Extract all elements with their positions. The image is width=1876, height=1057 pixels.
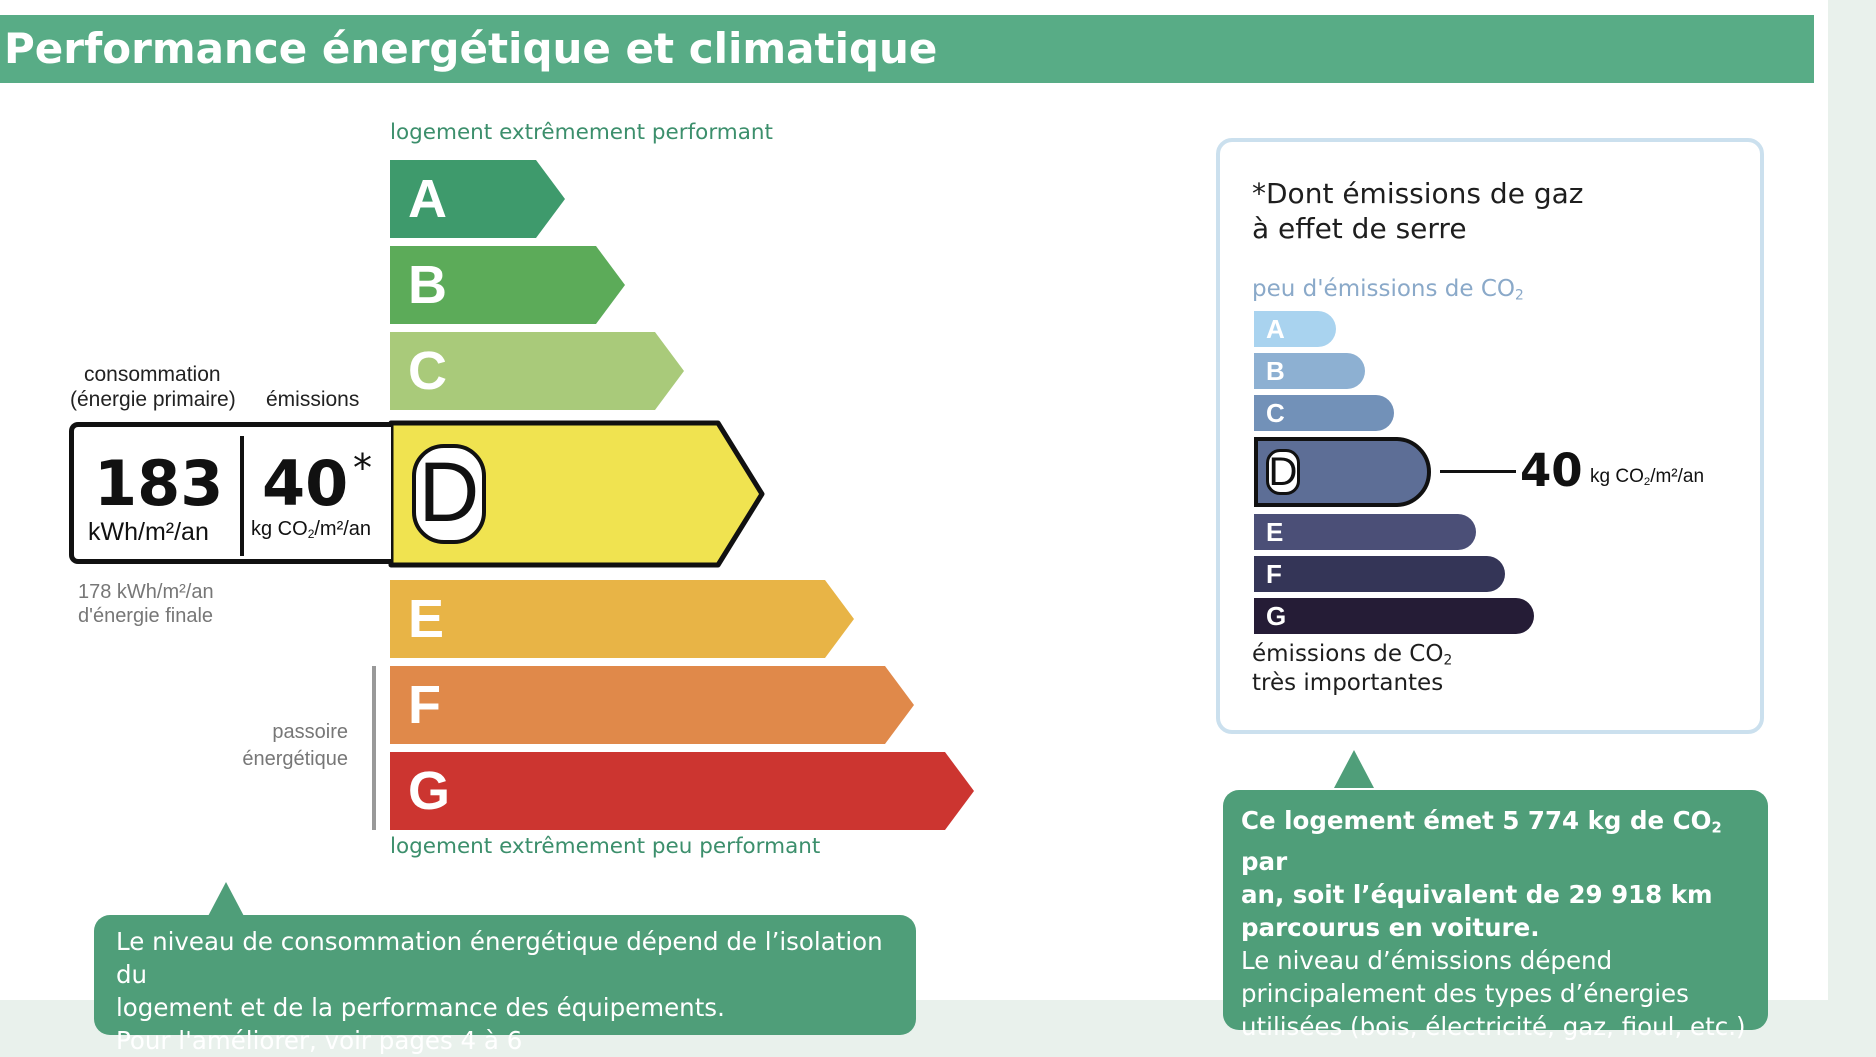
- consumption-header-1: consommation: [84, 363, 221, 386]
- energy-class-a: [390, 160, 565, 238]
- section-header: [0, 15, 1814, 83]
- energy-class-d-current: [388, 420, 768, 568]
- ghg-class-d-letter: D: [1268, 450, 1298, 494]
- ghg-class-g-letter: G: [1266, 601, 1287, 631]
- ghg-class-b-letter: B: [1266, 356, 1285, 386]
- emissions-header: émissions: [266, 388, 360, 411]
- ghg-class-c: [1254, 395, 1394, 431]
- energy-class-b: [390, 246, 625, 324]
- ghg-class-f: [1254, 556, 1505, 592]
- consumption-header-2: (énergie primaire): [70, 388, 236, 411]
- callout-right: [1223, 790, 1768, 1041]
- section-title: Performance énergétique et climatique: [4, 24, 938, 73]
- energy-class-e-letter: E: [408, 589, 445, 649]
- ghg-class-e-letter: E: [1266, 517, 1284, 547]
- energy-class-f-letter: F: [408, 675, 441, 735]
- ghg-value-connector: [1440, 470, 1516, 473]
- callout-right-bold-1-end: par: [1241, 846, 1288, 876]
- energy-class-f-shape: [390, 666, 914, 744]
- energy-class-e-fill: [390, 580, 854, 658]
- ghg-top-label-sub: 2: [1515, 287, 1524, 304]
- callout-right-pointer: [1334, 750, 1374, 788]
- final-energy-line-2: d'énergie finale: [78, 605, 214, 627]
- energy-class-g: [390, 752, 974, 830]
- passoire-bracket: [372, 666, 376, 830]
- callout-right-bold-1: [1241, 804, 1750, 878]
- emissions-unit-part-2: /m²/an: [314, 518, 372, 540]
- callout-left-line-3: Pour l'améliorer, voir pages 4 à 6: [116, 1026, 523, 1055]
- energy-class-b-letter: B: [408, 255, 447, 315]
- ghg-unit: [1590, 466, 1704, 488]
- emissions-unit-sub: 2: [307, 527, 315, 541]
- ghg-title: [1252, 176, 1583, 246]
- ghg-unit-part-1: kg CO: [1590, 466, 1644, 487]
- callout-left-line-1: Le niveau de consommation énergétique dépend de l’isolation du: [116, 927, 883, 989]
- ghg-class-d-current: [1254, 437, 1431, 507]
- energy-class-c-letter: C: [408, 341, 447, 401]
- emissions-unit-part-1: kg CO: [251, 518, 308, 540]
- ghg-bottom-label-1-sub: 2: [1443, 652, 1453, 669]
- callout-right-bold-3: parcourus en voiture.: [1241, 912, 1540, 942]
- passoire-label-line-1: passoire: [272, 721, 348, 743]
- ghg-top-label-text: peu d'émissions de CO: [1252, 276, 1516, 302]
- emissions-asterisk: *: [353, 446, 372, 490]
- callout-right-bold-1-sub: 2: [1711, 819, 1722, 837]
- callout-right-line-6: utilisées (bois, électricité, gaz, fioul, etc.): [1241, 1011, 1746, 1041]
- callout-right-bold-1-text: Ce logement émet 5 774 kg de CO: [1241, 806, 1712, 835]
- energy-class-e-shape: [390, 580, 854, 658]
- callout-left: [94, 915, 916, 1055]
- value-divider: [240, 436, 244, 556]
- ghg-class-g: [1254, 598, 1534, 634]
- ghg-bottom-label-2: très importantes: [1252, 670, 1444, 696]
- emissions-value: 40: [262, 447, 349, 520]
- emissions-unit: [251, 518, 371, 541]
- ghg-unit-sub: 2: [1643, 475, 1651, 488]
- ghg-value: 40: [1520, 444, 1583, 497]
- energy-class-e: [390, 580, 854, 658]
- energy-class-g-letter: G: [408, 761, 451, 821]
- energy-class-d-letter: D: [418, 445, 480, 539]
- ghg-title-line-2: à effet de serre: [1252, 212, 1467, 245]
- consumption-unit: kWh/m²/an: [88, 518, 209, 546]
- side-margin: [1828, 0, 1876, 1030]
- ghg-class-a: [1254, 311, 1336, 347]
- callout-right-line-5: principalement des types d’énergies: [1241, 978, 1689, 1008]
- energy-class-g-shape: [390, 752, 974, 830]
- ghg-class-a-letter: A: [1266, 314, 1285, 344]
- final-energy-line-1: 178 kWh/m²/an: [78, 581, 214, 603]
- callout-right-bold-2: an, soit l’équivalent de 29 918 km: [1241, 879, 1713, 909]
- callout-left-line-2: logement et de la performance des équipements.: [116, 993, 725, 1022]
- ghg-title-line-1: *Dont émissions de gaz: [1252, 177, 1584, 210]
- ghg-class-c-letter: C: [1266, 398, 1285, 428]
- energy-class-f: [390, 666, 914, 744]
- passoire-label-line-2: énergétique: [242, 748, 348, 770]
- scale-top-label: logement extrêmement performant: [390, 120, 773, 145]
- energy-class-c: [390, 332, 684, 410]
- ghg-class-f-letter: F: [1266, 559, 1282, 589]
- scale-bottom-label: logement extrêmement peu performant: [390, 834, 821, 859]
- callout-right-line-4: Le niveau d’émissions dépend: [1241, 945, 1613, 975]
- ghg-class-b: [1254, 353, 1365, 389]
- energy-class-g-fill: [390, 752, 974, 830]
- ghg-top-label: [1252, 274, 1524, 310]
- ghg-unit-part-2: /m²/an: [1650, 466, 1705, 487]
- consumption-value: 183: [94, 447, 224, 520]
- ghg-class-e: [1254, 514, 1476, 550]
- energy-class-a-letter: A: [408, 169, 447, 229]
- ghg-bottom-label-1-text: émissions de CO: [1252, 641, 1444, 667]
- energy-class-f-fill: [390, 666, 914, 744]
